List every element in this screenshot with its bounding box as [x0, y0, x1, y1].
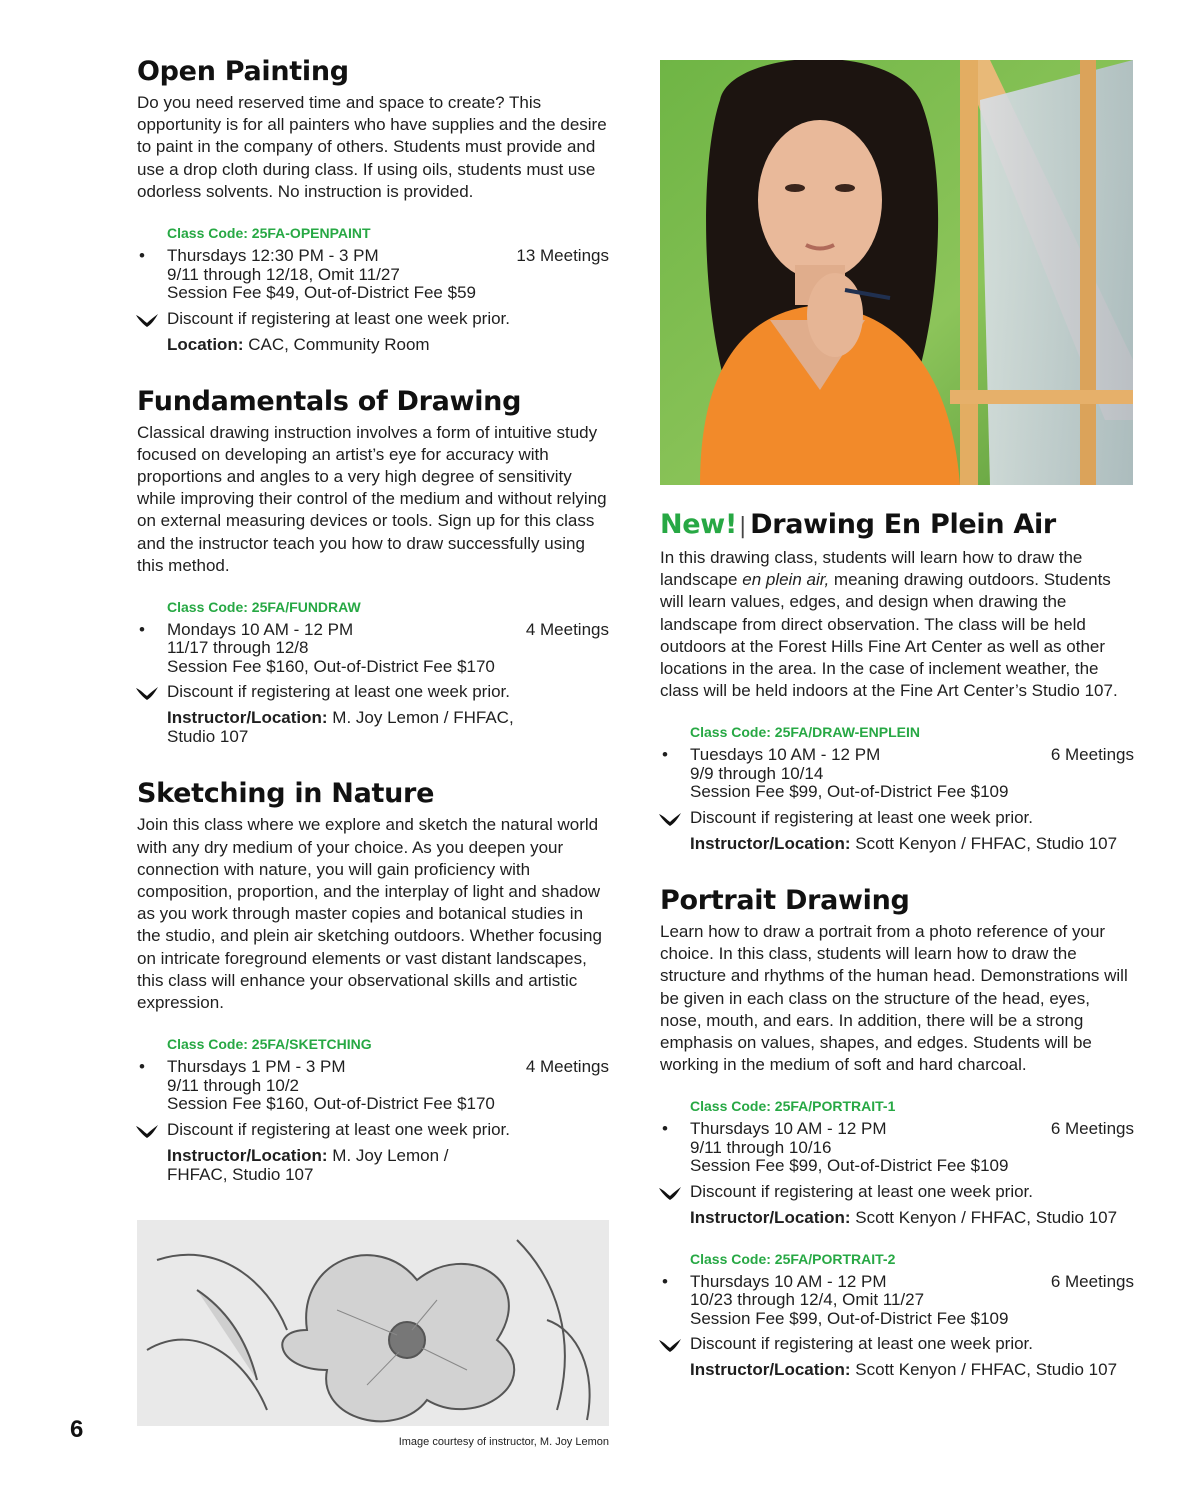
bullet-icon: •: [662, 1119, 668, 1139]
discount-text: Discount if registering at least one week prior.: [167, 308, 511, 328]
day-time: Thursdays 10 AM - 12 PM: [690, 1271, 887, 1291]
location-value: M. Joy Lemon / FHFAC, Studio 107: [167, 1145, 449, 1184]
schedule: [137, 621, 609, 677]
bullet-icon: •: [139, 1057, 145, 1077]
meetings: 6 Meetings: [1050, 745, 1134, 765]
day-time: Thursdays 10 AM - 12 PM: [690, 1119, 887, 1139]
class-code: Class Code: 25FA/PORTRAIT-2: [690, 1250, 896, 1267]
day-time: Thursdays 1 PM - 3 PM: [167, 1057, 346, 1077]
class-code: Class Code: 25FA/DRAW-ENPLEIN: [690, 724, 920, 741]
bird-icon: [135, 311, 159, 329]
description-part-2: meaning drawing outdoors. Students will learn values, edges, and design when drawing the landscape from direct observation. The class will be held outdoors at the Forest Hills Fine Art Center as well as other locations in the area. In the case of inclement weather, the class will be held indoors at the Fine Art Center’s Studio 107.: [660, 570, 1118, 701]
class-description: Classical drawing instruction involves a form of intuitive study focused on developing an artist’s eye for accuracy with proportions and angles to a very high degree of sensitivity while improving their control of the medium and without relying on external measuring devices or tools. Sign up for this class and the instructor teach you how to draw successfully using this method.: [137, 422, 607, 575]
bird-icon: [135, 1122, 159, 1140]
dates: 11/17 through 12/8: [167, 638, 309, 658]
day-time: Mondays 10 AM - 12 PM: [167, 619, 354, 639]
meetings: 4 Meetings: [525, 1057, 609, 1077]
portrait-photo: [660, 60, 1133, 485]
dates: 9/11 through 10/16: [690, 1137, 832, 1157]
bullet-icon: •: [662, 745, 668, 765]
discount-note: [137, 308, 609, 330]
class-drawing-en-plein-air: [660, 505, 1134, 853]
class-code: Class Code: 25FA/FUNDRAW: [167, 598, 361, 615]
dates: 10/23 through 12/4, Omit 11/27: [690, 1290, 925, 1310]
day-time: Tuesdays 10 AM - 12 PM: [690, 745, 881, 765]
discount-text: Discount if registering at least one week prior.: [690, 1181, 1034, 1201]
discount-text: Discount if registering at least one week prior.: [167, 682, 511, 702]
discount-text: Discount if registering at least one week prior.: [690, 1334, 1034, 1354]
meetings: 13 Meetings: [516, 246, 609, 266]
location-label: Instructor/Location:: [167, 708, 328, 728]
meetings: 6 Meetings: [1050, 1271, 1134, 1291]
photo-illustration: [660, 60, 1133, 485]
new-badge: New!: [660, 509, 737, 540]
class-fundamentals-of-drawing: [137, 382, 609, 747]
bullet-icon: •: [662, 1271, 668, 1291]
bird-icon: [658, 1184, 682, 1202]
class-title: Portrait Drawing: [660, 884, 910, 916]
discount-note: [660, 1181, 1134, 1203]
class-code: Class Code: 25FA/PORTRAIT-1: [690, 1098, 896, 1115]
bird-icon: [658, 1336, 682, 1354]
discount-text: Discount if registering at least one week prior.: [690, 807, 1034, 827]
flower-sketch-image: [137, 1220, 609, 1426]
location-value: CAC, Community Room: [243, 334, 430, 354]
location: [660, 834, 1134, 853]
fee: Session Fee $160, Out-of-District Fee $170: [167, 1094, 495, 1114]
class-description: [660, 547, 1134, 702]
meetings: 4 Meetings: [525, 619, 609, 639]
bird-icon: [658, 810, 682, 828]
meetings: 6 Meetings: [1050, 1119, 1134, 1139]
title-separator: |: [738, 514, 747, 539]
location: [137, 708, 609, 746]
location: [660, 1360, 1134, 1379]
left-column: [137, 52, 609, 1212]
location-value: Scott Kenyon / FHFAC, Studio 107: [850, 833, 1118, 853]
class-title: Fundamentals of Drawing: [137, 385, 522, 417]
day-time: Thursdays 12:30 PM - 3 PM: [167, 246, 379, 266]
fee: Session Fee $99, Out-of-District Fee $109: [690, 1156, 1009, 1176]
location-value: Scott Kenyon / FHFAC, Studio 107: [850, 1207, 1118, 1227]
discount-note: [660, 1333, 1134, 1355]
discount-note: [660, 807, 1134, 829]
class-sketching-in-nature: [137, 774, 609, 1183]
class-code: Class Code: 25FA/SKETCHING: [167, 1036, 372, 1053]
class-title: Sketching in Nature: [137, 778, 435, 810]
class-portrait-drawing: [660, 881, 1134, 1379]
location-label: Instructor/Location:: [690, 1207, 851, 1227]
fee: Session Fee $99, Out-of-District Fee $109: [690, 782, 1009, 802]
discount-note: [137, 681, 609, 703]
bullet-icon: •: [139, 246, 145, 266]
bullet-icon: •: [139, 619, 145, 639]
page-number: 6: [70, 1416, 84, 1443]
right-column: [660, 505, 1134, 1407]
schedule: [137, 247, 609, 303]
discount-note: [137, 1119, 609, 1141]
location-value: M. Joy Lemon / FHFAC, Studio 107: [167, 708, 514, 747]
location-label: Location:: [167, 334, 244, 354]
location-value: Scott Kenyon / FHFAC, Studio 107: [850, 1360, 1118, 1380]
class-open-painting: [137, 52, 609, 354]
fee: Session Fee $99, Out-of-District Fee $109: [690, 1308, 1009, 1328]
class-code: Class Code: 25FA-OPENPAINT: [167, 225, 371, 242]
fee: Session Fee $49, Out-of-District Fee $59: [167, 283, 476, 303]
location: [137, 1146, 609, 1184]
location-label: Instructor/Location:: [690, 1360, 851, 1380]
discount-text: Discount if registering at least one week prior.: [167, 1119, 511, 1139]
schedule: [660, 1120, 1134, 1176]
class-title: Open Painting: [137, 56, 349, 87]
location-label: Instructor/Location:: [690, 833, 851, 853]
location-label: Instructor/Location:: [167, 1145, 328, 1165]
schedule: [660, 746, 1134, 802]
bird-icon: [135, 684, 159, 702]
location: [137, 335, 609, 354]
class-description: Learn how to draw a portrait from a photo reference of your choice. In this class, students will learn how to draw the structure and rhythms of the human head. Demonstrations will be given in each class on the structure of the head, eyes, nose, mouth, and ears. In addition, there will be a strong emphasis on values, shapes, and edges. Students will be working in the medium of soft and hard charcoal.: [660, 921, 1128, 1075]
description-italic: en plein air,: [742, 570, 830, 590]
class-title-row: [660, 505, 1134, 547]
description-part-1: In this drawing class, students will learn how to draw the landscape: [660, 548, 1083, 590]
dates: 9/11 through 12/18, Omit 11/27: [167, 264, 400, 284]
schedule: [137, 1058, 609, 1114]
location: [660, 1208, 1134, 1227]
image-caption: Image courtesy of instructor, M. Joy Lemon: [398, 1436, 609, 1448]
sketch-illustration: [137, 1220, 609, 1426]
class-description: Join this class where we explore and sketch the natural world with any dry medium of your choice. As you deepen your connection with nature, you will gain proficiency with composition, proportion, and the interplay of light and shadow as you work through master copies and botanical studies in the studio, and plein air sketching outdoors. Whether focusing on intricate foreground elements or vast distant landscapes, this class will enhance your observational skills and artistic expression.: [137, 815, 602, 1013]
class-title: Drawing En Plein Air: [750, 509, 1056, 540]
class-description: Do you need reserved time and space to create? This opportunity is for all painters who have supplies and the desire to paint in the company of others. Students must provide and use a drop cloth during class. If using oils, students must use odorless solvents. No instruction is provided.: [137, 93, 607, 201]
dates: 9/9 through 10/14: [690, 763, 824, 783]
fee: Session Fee $160, Out-of-District Fee $170: [167, 656, 495, 676]
schedule: [660, 1273, 1134, 1329]
dates: 9/11 through 10/2: [167, 1075, 300, 1095]
